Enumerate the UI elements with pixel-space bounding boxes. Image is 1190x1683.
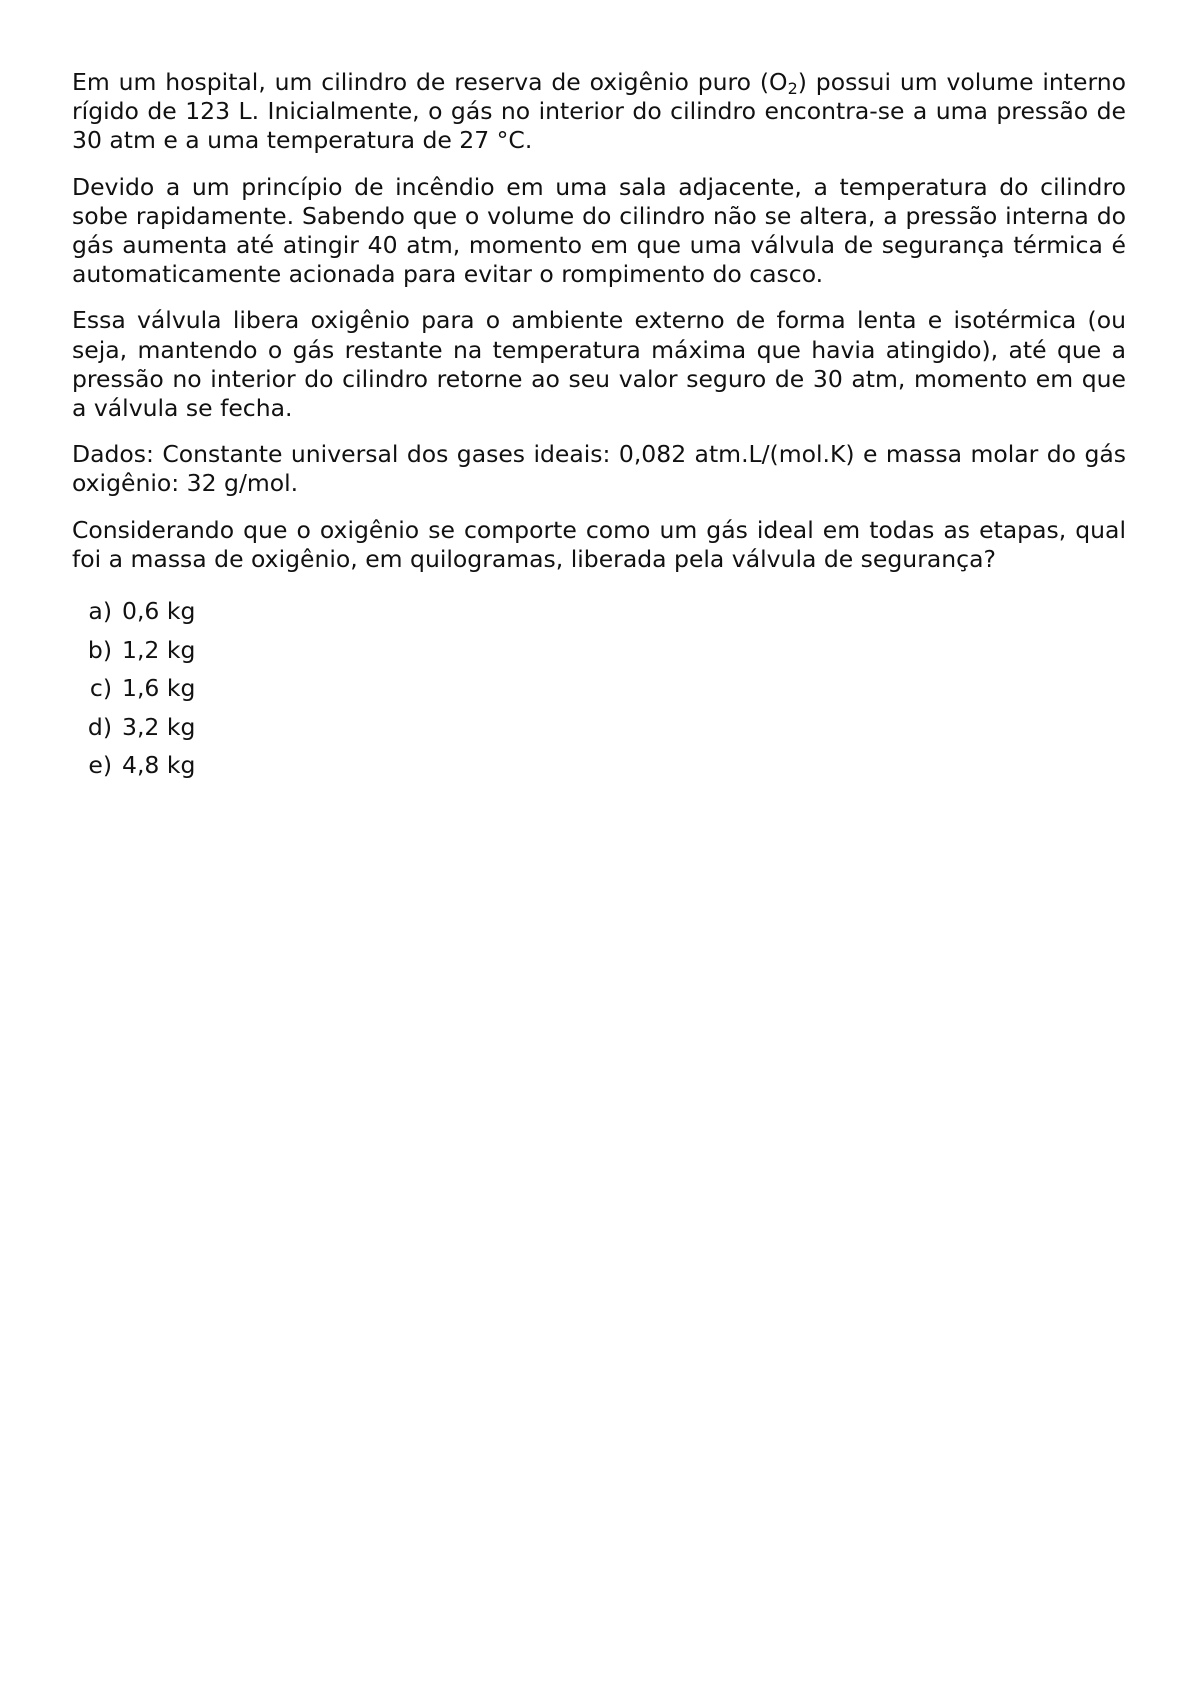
question-document bbox=[72, 68, 1126, 790]
option-text: 4,8 kg bbox=[122, 751, 196, 780]
paragraph-1-text-start: Em um hospital, um cilindro de reserva de oxigênio puro (O bbox=[72, 68, 788, 96]
option-letter: a) bbox=[88, 597, 112, 626]
paragraph-1-text-end: ) possui um volume interno rígido de 123 L. Inicialmente, o gás no interior do cilindro encontra-se a uma pressão de 30 atm e a uma temperatura de 27 °C. bbox=[72, 68, 1126, 155]
question-paragraph-2: Devido a um princípio de incêndio em uma sala adjacente, a temperatura do cilindro sobe rapidamente. Sabendo que o volume do cilindro não se altera, a pressão interna do gás aumenta até atingir 40 atm, momento em que uma válvula de segurança térmica é automaticamente acionada para evitar o rompimento do casco. bbox=[72, 172, 1126, 289]
answer-option-e[interactable] bbox=[72, 751, 1126, 790]
subscript-2: 2 bbox=[787, 79, 798, 98]
data-paragraph: Dados: Constante universal dos gases ideais: 0,082 atm.L/(mol.K) e massa molar do gás oxigênio: 32 g/mol. bbox=[72, 440, 1126, 498]
option-letter: d) bbox=[87, 712, 112, 741]
answer-option-c[interactable] bbox=[72, 674, 1126, 713]
option-text: 1,6 kg bbox=[122, 674, 196, 703]
question-paragraph-3: Essa válvula libera oxigênio para o ambiente externo de forma lenta e isotérmica (ou seja, mantendo o gás restante na temperatura máxima que havia atingido), até que a pressão no interior do cilindro retorne ao seu valor seguro de 30 atm, momento em que a válvula se fecha. bbox=[72, 306, 1126, 423]
answer-options bbox=[72, 597, 1126, 790]
option-text: 1,2 kg bbox=[122, 635, 196, 664]
option-letter: b) bbox=[87, 635, 112, 664]
question-prompt: Considerando que o oxigênio se comporte como um gás ideal em todas as etapas, qual foi a massa de oxigênio, em quilogramas, liberada pela válvula de segurança? bbox=[72, 515, 1126, 573]
option-text: 3,2 kg bbox=[122, 712, 196, 741]
option-text: 0,6 kg bbox=[122, 597, 196, 626]
answer-option-d[interactable] bbox=[72, 713, 1126, 752]
option-letter: e) bbox=[88, 751, 112, 780]
question-paragraph-1 bbox=[72, 68, 1126, 156]
answer-option-b[interactable] bbox=[72, 636, 1126, 675]
answer-option-a[interactable] bbox=[72, 597, 1126, 636]
option-letter: c) bbox=[89, 674, 112, 703]
